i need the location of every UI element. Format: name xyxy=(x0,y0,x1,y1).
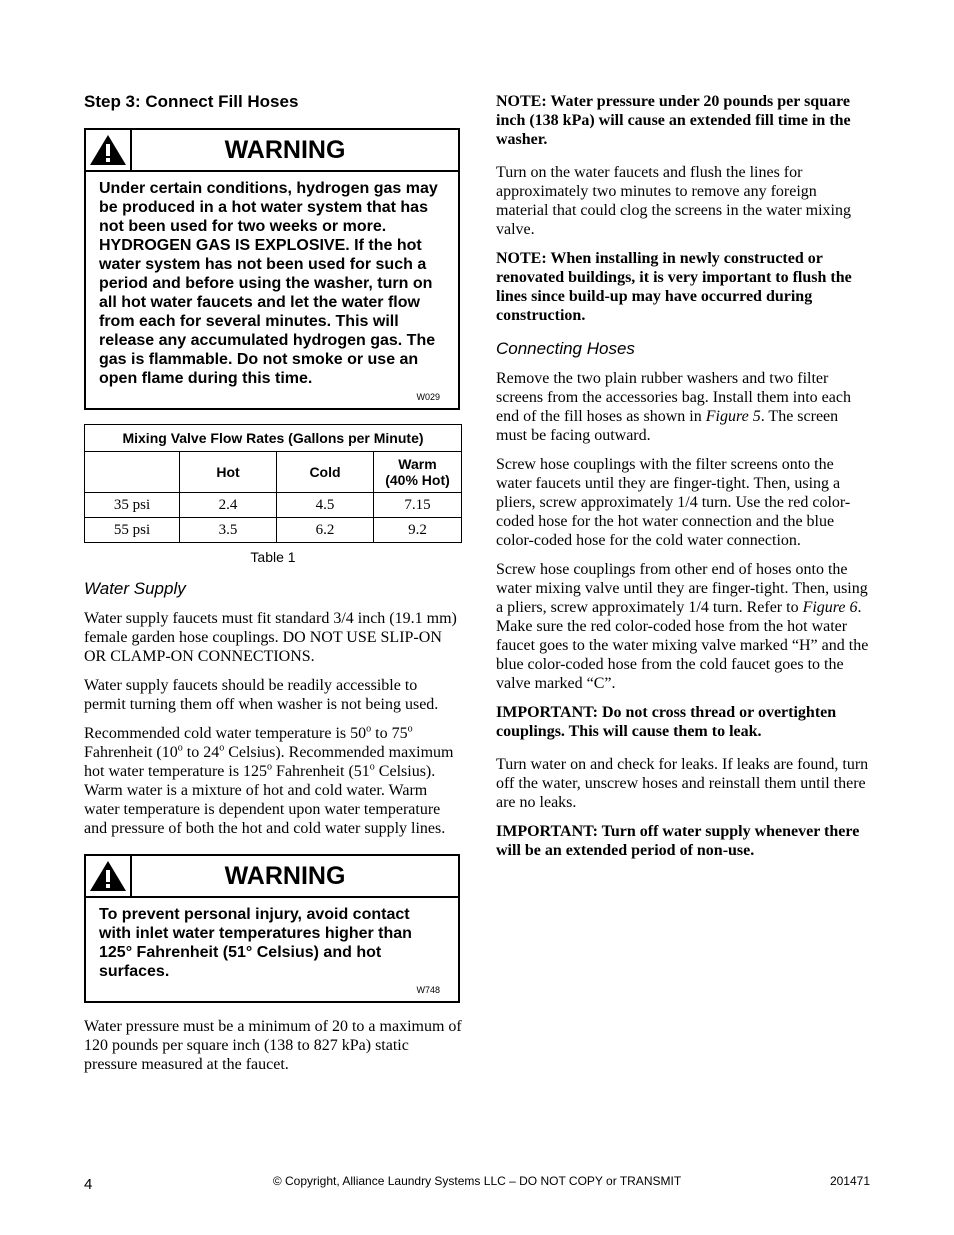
step-title: Step 3: Connect Fill Hoses xyxy=(84,92,299,111)
water-supply-p1: Water supply faucets must fit standard 3/4 inch (19.1 mm) female garden hose couplings. DO NOT USE SLIP-ON OR CLAMP-ON CONNECTIONS. xyxy=(84,610,457,665)
water-supply-p2: Water supply faucets should be readily accessible to permit turning them off when washer is not being used. xyxy=(84,677,439,713)
table-row xyxy=(85,518,462,543)
warning-text: To prevent personal injury, avoid contact with inlet water temperatures higher than 125° Fahrenheit (51° Celsius) and hot surfaces. xyxy=(99,906,412,980)
water-supply-heading: Water Supply xyxy=(84,579,186,598)
table-cell: 6.2 xyxy=(277,518,374,543)
right-column xyxy=(496,92,870,874)
note-pressure: NOTE: Water pressure under 20 pounds per square inch (138 kPa) will cause an extended fill time in the washer. xyxy=(496,93,851,148)
table-header-empty xyxy=(85,452,180,493)
warning-header xyxy=(86,130,458,172)
water-supply-p3: Recommended cold water temperature is 50$^o$ to 75$^o$ Fahrenheit (10$^o$ to 24$^o$ Celsius). Recommended maximum hot water temperature is 125$^o$ Fahrenheit (51$^o$ Celsius). Warm water is a mixture of hot and cold water. Warm water temperature is dependent upon water temperature and pressure of both the hot and cold water supply lines. xyxy=(84,723,454,837)
warning-text: Under certain conditions, hydrogen gas may be produced in a hot water system that has not been used for two weeks or more. HYDROGEN GAS IS EXPLOSIVE. If the hot water system has not been used for such a period and before using the washer, turn on all hot water faucets and let the water flow from each for several minutes. This will release any accumulated hydrogen gas. The gas is flammable. Do not smoke or use an open flame during this time. xyxy=(99,180,438,387)
warning-box-hydrogen xyxy=(84,128,460,410)
table-header-cold: Cold xyxy=(277,452,374,493)
table-caption: Mixing Valve Flow Rates (Gallons per Minute) xyxy=(85,425,462,452)
figure-6-reference: Figure 6 xyxy=(802,599,858,616)
table-header-hot: Hot xyxy=(180,452,277,493)
warning-triangle-icon xyxy=(89,134,127,166)
warning-code: W029 xyxy=(416,392,440,402)
warning-header xyxy=(86,856,458,898)
flush-paragraph: Turn on the water faucets and flush the lines for approximately two minutes to remove any foreign material that could clog the screens in the water mixing valve. xyxy=(496,164,851,238)
flow-rate-table xyxy=(84,424,462,543)
important-water-off: IMPORTANT: Turn off water supply whenever there will be an extended period of non-use. xyxy=(496,823,860,859)
warning-code: W748 xyxy=(416,985,440,995)
table-cell: 4.5 xyxy=(277,493,374,518)
table-header-warm: Warm (40% Hot) xyxy=(374,452,462,493)
left-column xyxy=(84,92,462,1084)
screw-valve-paragraph: Screw hose couplings from other end of hoses onto the water mixing valve until they are finger-tight. Then, using a pliers, screw approximately 1/4 turn. Refer to Figure 6. Make sure the red color-coded hose from the hot water faucet goes to the water mixing valve marked “H” and the blue color-coded hose from the cold faucet goes to the valve marked “C”. xyxy=(496,561,869,692)
table-label: Table 1 xyxy=(250,549,296,565)
warning-box-temperature xyxy=(84,854,460,1003)
table-cell: 35 psi xyxy=(85,493,180,518)
table-cell: 2.4 xyxy=(180,493,277,518)
pressure-paragraph: Water pressure must be a minimum of 20 to a maximum of 120 pounds per square inch (138 to 827 kPa) static pressure measured at the faucet. xyxy=(84,1018,462,1073)
table-cell: 55 psi xyxy=(85,518,180,543)
table-cell: 7.15 xyxy=(374,493,462,518)
table-cell: 3.5 xyxy=(180,518,277,543)
screw-faucet-paragraph: Screw hose couplings with the filter screens onto the water faucets until they are finger-tight. Then, using a pliers, screw approximately 1/4 turn. Use the red color-coded hose for the hot water connection and the blue color-coded hose for the cold water connection. xyxy=(496,456,851,549)
warning-icon-box xyxy=(86,856,132,896)
figure-5-reference: Figure 5 xyxy=(705,408,761,425)
warning-title: WARNING xyxy=(224,862,346,890)
table-cell: 9.2 xyxy=(374,518,462,543)
document-number: 201471 xyxy=(829,1174,870,1188)
page-number: 4 xyxy=(84,1176,93,1193)
warning-icon-box xyxy=(86,130,132,170)
remove-paragraph: Remove the two plain rubber washers and two filter screens from the accessories bag. Install them into each end of the fill hoses as shown in Figure 5. The screen must be facing outward. xyxy=(496,370,851,444)
connecting-hoses-heading: Connecting Hoses xyxy=(496,339,635,358)
warning-title: WARNING xyxy=(224,136,346,164)
warning-triangle-icon xyxy=(89,860,127,892)
important-cross-thread: IMPORTANT: Do not cross thread or overtighten couplings. This will cause them to leak. xyxy=(496,704,837,740)
table-row xyxy=(85,493,462,518)
leaks-paragraph: Turn water on and check for leaks. If leaks are found, turn off the water, unscrew hoses and reinstall them until there are no leaks. xyxy=(496,756,869,811)
note-construction: NOTE: When installing in newly constructed or renovated buildings, it is very important to flush the lines since build-up may have occurred during construction. xyxy=(496,250,852,324)
copyright-notice: © Copyright, Alliance Laundry Systems LLC – DO NOT COPY or TRANSMIT xyxy=(272,1174,682,1188)
